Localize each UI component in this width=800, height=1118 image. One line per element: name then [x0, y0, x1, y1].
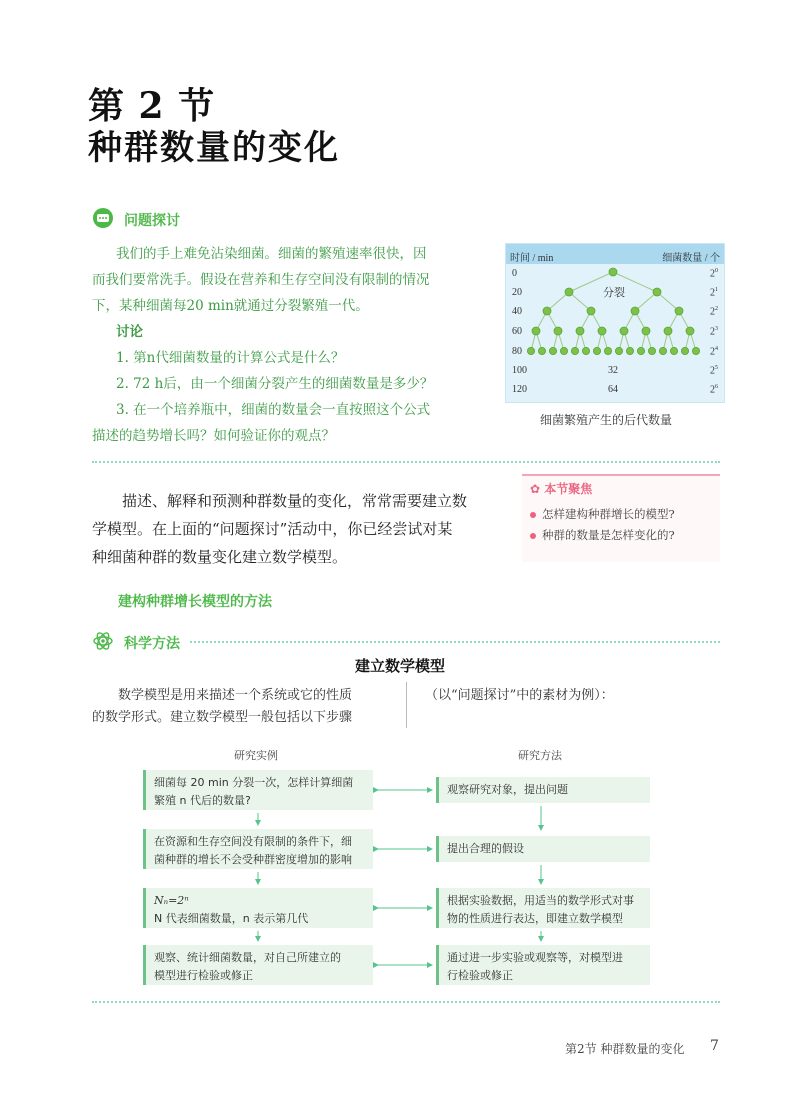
box-line: 行检验或修正 — [447, 969, 513, 982]
column-header-examples: 研究实例 — [234, 749, 278, 762]
count-label: $2^3$ — [710, 326, 718, 338]
page-title: 种群数量的变化 — [88, 128, 340, 168]
box-line: 通过进一步实验或观察等，对模型进 — [447, 951, 623, 964]
count-label: $2^5$ — [710, 365, 718, 377]
key-points-label: ✿ 本节聚焦 — [530, 482, 593, 496]
box-line: 物的性质进行表达，即建立数学模型 — [447, 912, 623, 925]
box-line: 根据实验数据，用适当的数学形式对事 — [447, 894, 634, 907]
column-header-methods: 研究方法 — [518, 749, 562, 762]
mid-value: 32 — [608, 365, 618, 376]
time-label: 100 — [512, 365, 527, 376]
discussion-label: 讨论 — [116, 324, 143, 340]
count-label: $2^0$ — [710, 268, 718, 280]
count-label: $2^2$ — [710, 306, 718, 318]
para-line: 学模型。在上面的“问题探讨”活动中，你已经尝试对某 — [92, 520, 453, 538]
box-line: 菌种群的增长不会受种群密度增加的影响 — [154, 853, 352, 866]
intro-line: 我们的手上难免沾染细菌。细菌的繁殖速率很快，因 — [116, 246, 427, 262]
exploration-label: 问题探讨 — [124, 213, 180, 229]
formula-line: Nₙ=2ⁿ — [154, 894, 189, 907]
figure-caption: 细菌繁殖产生的后代数量 — [540, 413, 673, 427]
box-line: 繁殖 n 代后的数量? — [154, 794, 251, 807]
key-point-item: 种群的数量是怎样变化的? — [530, 525, 675, 546]
question: 1. 第n代细菌数量的计算公式是什么？ — [116, 350, 345, 366]
key-point-item: 怎样建构种群增长的模型? — [530, 504, 675, 525]
time-label: 80 — [512, 346, 522, 357]
time-label: 20 — [512, 287, 522, 298]
star-icon: ✿ — [530, 482, 545, 496]
desc-line: 的数学形式。建立数学模型一般包括以下步骤 — [92, 710, 353, 725]
box-line: 在资源和生存空间没有限制的条件下，细 — [154, 835, 352, 848]
question: 描述的趋势增长吗？如何验证你的观点？ — [92, 428, 335, 444]
count-label: $2^1$ — [710, 287, 718, 299]
box-line: 提出合理的假设 — [447, 842, 524, 855]
figure-col-time: 时间 / min — [510, 253, 554, 264]
figure-col-count: 细菌数量 / 个 — [662, 253, 720, 264]
section-number: 第 2 节 — [88, 85, 216, 127]
science-method-label: 科学方法 — [124, 636, 180, 652]
time-label: 40 — [512, 306, 522, 317]
intro-line: 而我们要常洗手。假设在营养和生存空间没有限制的情况 — [92, 272, 430, 288]
footer-section: 第2节 种群数量的变化 — [565, 1042, 685, 1056]
time-label: 60 — [512, 326, 522, 337]
mid-value: 64 — [608, 384, 618, 395]
divider — [92, 1001, 720, 1003]
intro-line: 下，某种细菌每20 min就通过分裂繁殖一代。 — [92, 298, 369, 314]
subheading: 建构种群增长模型的方法 — [118, 594, 272, 610]
para-line: 种细菌种群的数量变化建立数学模型。 — [92, 548, 348, 566]
count-label: $2^6$ — [710, 384, 718, 396]
method-example-note: （以“问题探讨”中的素材为例）： — [425, 688, 614, 703]
box-line: 细菌每 20 min 分裂一次，怎样计算细菌 — [154, 776, 354, 789]
count-label: $2^4$ — [710, 346, 718, 358]
question: 2. 72 h后，由一个细菌分裂产生的细菌数量是多少？ — [116, 376, 434, 392]
time-label: 120 — [512, 384, 527, 395]
page-number: 7 — [710, 1038, 719, 1054]
split-label: 分裂 — [603, 287, 625, 299]
para-line: 描述、解释和预测种群数量的变化，常常需要建立数 — [122, 492, 468, 510]
box-line: 模型进行检验或修正 — [154, 969, 253, 982]
desc-line: 数学模型是用来描述一个系统或它的性质 — [118, 688, 353, 703]
box-line: 观察研究对象，提出问题 — [447, 783, 568, 796]
method-title: 建立数学模型 — [354, 657, 445, 675]
question: 3. 在一个培养瓶中，细菌的数量会一直按照这个公式 — [116, 402, 431, 418]
box-line: 观察、统计细菌数量，对自己所建立的 — [154, 951, 341, 964]
time-label: 0 — [512, 268, 517, 279]
box-line: N 代表细菌数量，n 表示第几代 — [154, 912, 309, 925]
